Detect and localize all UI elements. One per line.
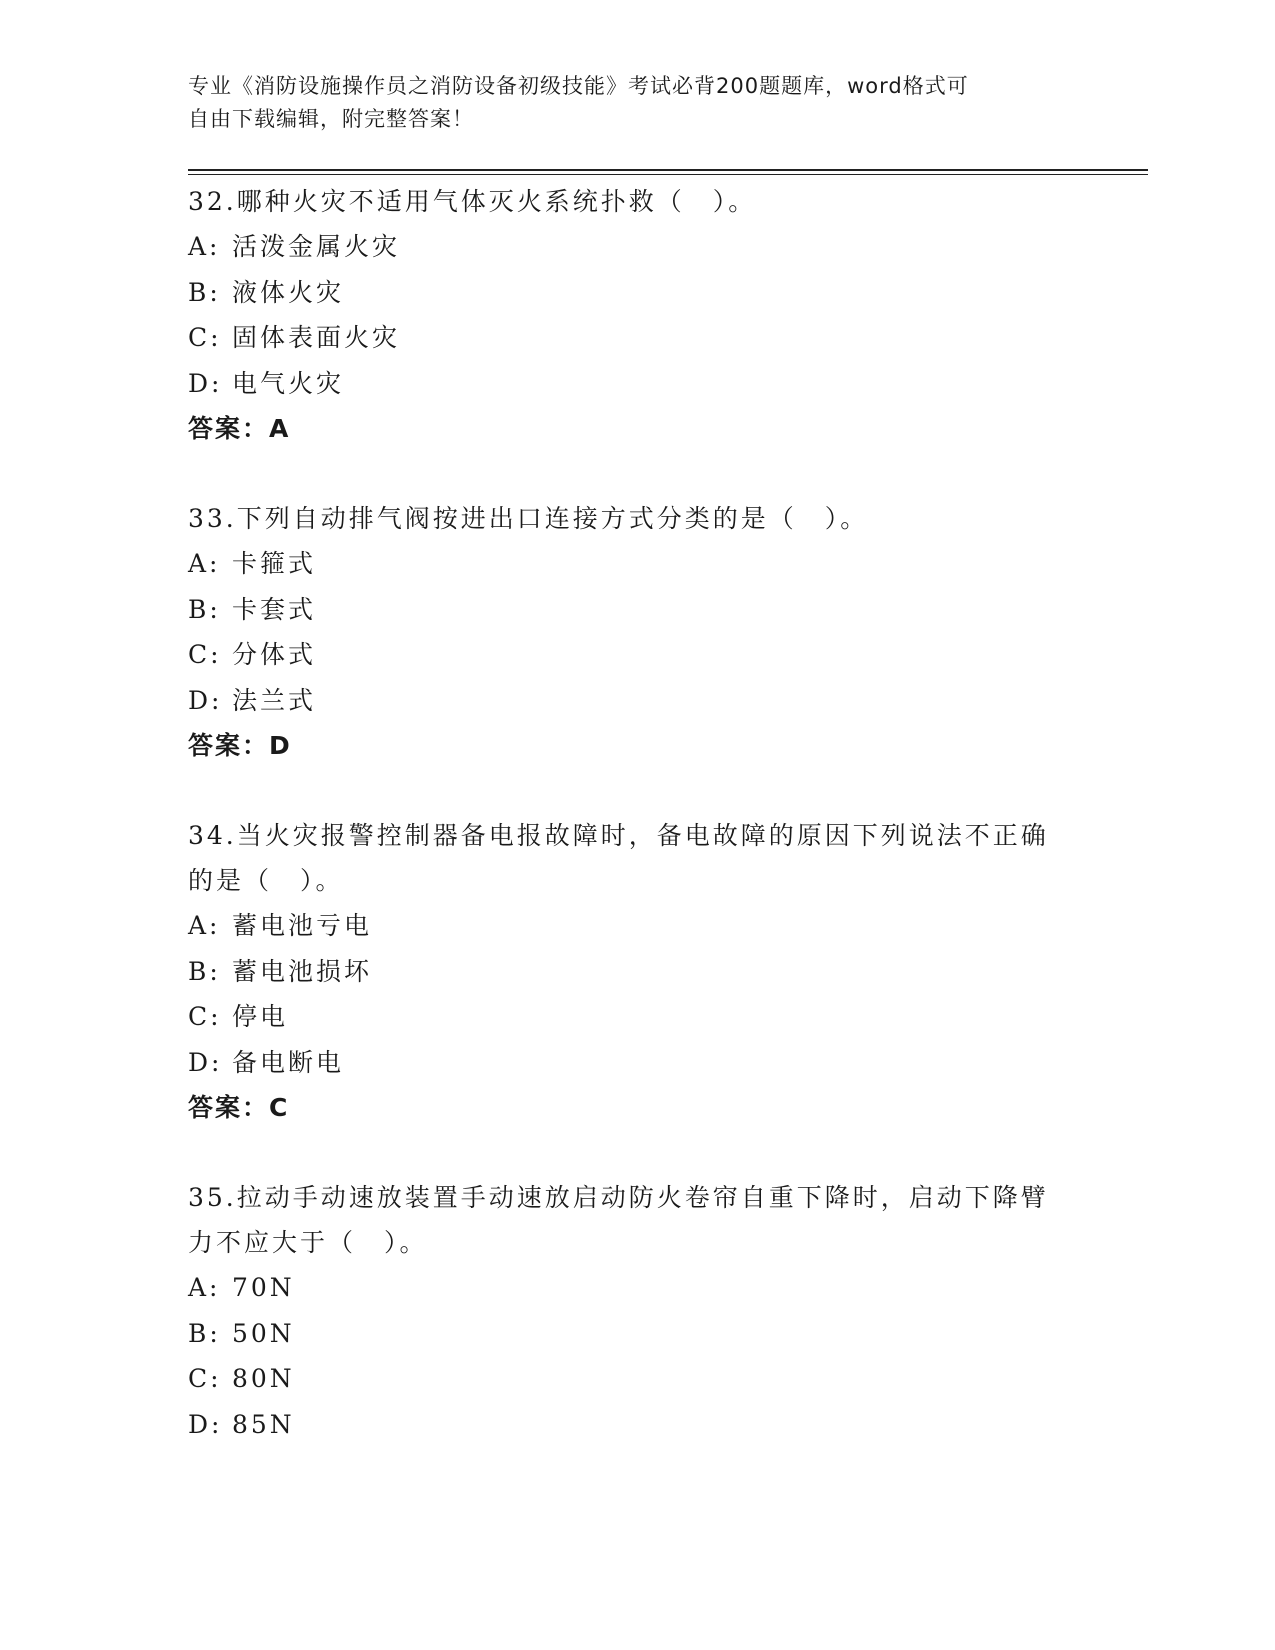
header-divider <box>188 169 1148 175</box>
option-text: 分体式 <box>232 640 317 669</box>
option-letter: C: <box>188 640 222 669</box>
option-letter: C: <box>188 1002 222 1031</box>
question-35 <box>188 1175 1148 1447</box>
header-line-1: 专业《消防设施操作员之消防设备初级技能》考试必背200题题库，word格式可 <box>188 74 969 98</box>
option-text: 电气火灾 <box>232 368 345 398</box>
option-text: 80N <box>232 1364 295 1393</box>
option-a <box>188 224 1148 270</box>
question-32 <box>188 179 1148 451</box>
question-stem-line-1: 35.拉动手动速放装置手动速放启动防火卷帘自重下降时，启动下降臂 <box>188 1183 1049 1212</box>
option-text: 法兰式 <box>232 685 317 715</box>
question-33 <box>188 496 1148 768</box>
header-line-2: 自由下载编辑，附完整答案！ <box>188 107 474 131</box>
option-text: 固体表面火灾 <box>232 323 401 352</box>
option-letter: B: <box>188 1318 221 1348</box>
option-text: 70N <box>232 1273 295 1302</box>
option-d <box>188 361 1148 407</box>
option-a <box>188 903 1148 949</box>
option-c <box>188 994 1148 1040</box>
option-text: 卡箍式 <box>232 549 317 578</box>
option-d <box>188 1040 1148 1086</box>
question-stem: 32.哪种火灾不适用气体灭火系统扑救（ ）。 <box>188 187 757 216</box>
option-b <box>188 949 1148 995</box>
option-b <box>188 1311 1148 1357</box>
option-a <box>188 541 1148 587</box>
option-letter: A: <box>188 1273 221 1302</box>
option-letter: A: <box>188 232 221 261</box>
option-letter: D: <box>188 1047 223 1077</box>
question-gap <box>188 1130 1148 1175</box>
option-d <box>188 1402 1148 1448</box>
option-letter: B: <box>188 956 221 986</box>
option-text: 85N <box>232 1409 295 1439</box>
option-text: 卡套式 <box>232 594 317 624</box>
option-letter: D: <box>188 1409 223 1439</box>
answer-line: 答案：C <box>188 1093 290 1122</box>
option-letter: D: <box>188 685 223 715</box>
question-stem <box>188 1175 1068 1265</box>
option-letter: D: <box>188 368 223 398</box>
question-gap <box>188 451 1148 496</box>
option-a <box>188 1265 1148 1311</box>
option-c <box>188 1356 1148 1402</box>
answer-line: 答案：A <box>188 414 291 443</box>
option-letter: B: <box>188 594 221 624</box>
option-letter: C: <box>188 323 222 352</box>
option-text: 液体火灾 <box>232 277 345 307</box>
option-letter: B: <box>188 277 221 307</box>
option-text: 蓄电池亏电 <box>232 911 373 940</box>
option-text: 活泼金属火灾 <box>232 232 401 261</box>
answer-line: 答案：D <box>188 731 292 760</box>
option-text: 停电 <box>232 1002 289 1031</box>
option-letter: C: <box>188 1364 222 1393</box>
question-34 <box>188 813 1148 1130</box>
option-c <box>188 315 1148 361</box>
question-gap <box>188 768 1148 813</box>
option-c <box>188 632 1148 678</box>
question-stem-line-2: 力不应大于（ ）。 <box>188 1228 428 1257</box>
document-page <box>188 70 1148 1447</box>
question-stem: 33.下列自动排气阀按进出口连接方式分类的是（ ）。 <box>188 504 869 533</box>
document-header <box>188 70 1068 136</box>
question-stem-line-1: 34.当火灾报警控制器备电报故障时，备电故障的原因下列说法不正确 <box>188 821 1049 850</box>
option-text: 50N <box>232 1318 295 1348</box>
question-stem-line-2: 的是（ ）。 <box>188 866 344 895</box>
option-b <box>188 270 1148 316</box>
option-text: 蓄电池损坏 <box>232 956 373 986</box>
option-letter: A: <box>188 549 221 578</box>
option-letter: A: <box>188 911 221 940</box>
option-text: 备电断电 <box>232 1047 345 1077</box>
option-d <box>188 678 1148 724</box>
option-b <box>188 587 1148 633</box>
question-stem <box>188 813 1068 903</box>
